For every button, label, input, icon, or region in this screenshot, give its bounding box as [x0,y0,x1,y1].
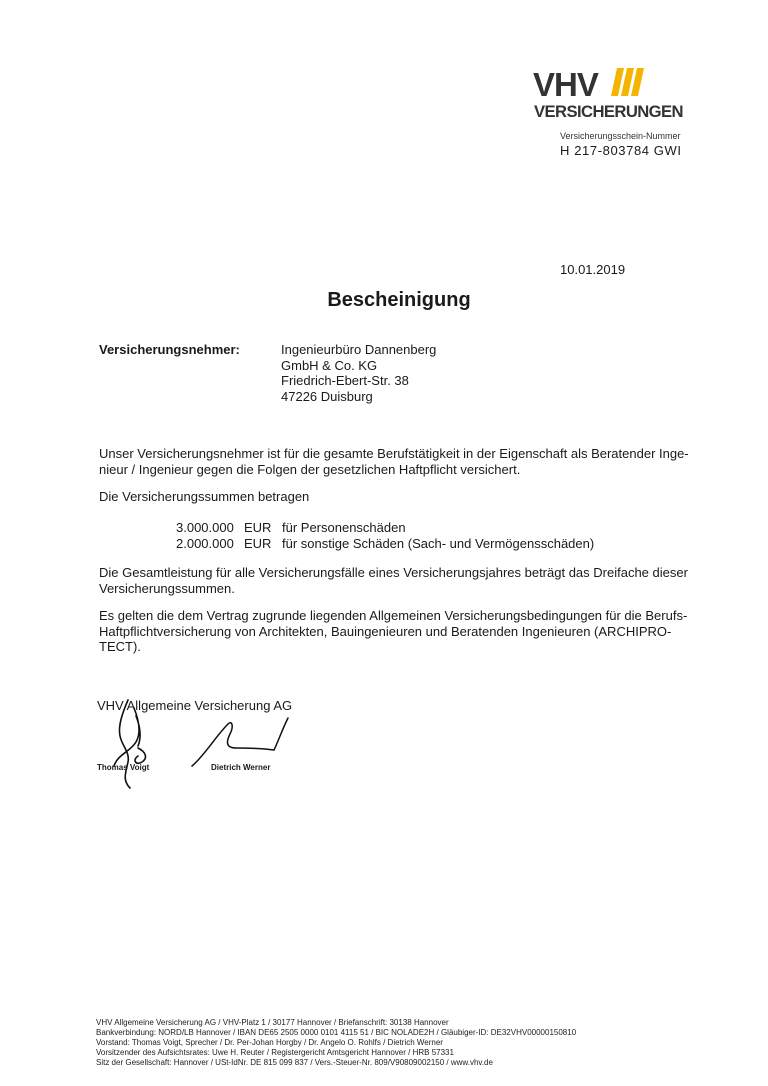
conditions-paragraph [99,608,699,655]
address-line: GmbH & Co. KG [281,357,378,373]
sum-description: für sonstige Schäden (Sach- und Vermögensschäden) [282,535,595,551]
sum-currency: EUR [244,520,272,535]
policy-number-label: Versicherungsschein-Nummer [560,131,681,141]
logo-wordmark-versicherungen: VERSICHERUNGEN [534,102,684,120]
footer-line: Vorsitzender des Aufsichtsrates: Uwe H. Reuter / Registergericht Amtsgericht Hannover / HRB 57331 [96,1048,454,1057]
policy-number: H 217-803784 GWI [560,143,682,158]
signature-dietrich-werner [190,716,290,768]
address-line: Friedrich-Ebert-Str. 38 [281,373,409,388]
text-line: Haftpflichtversicherung von Architekten, Bauingenieuren und Beratenden Ingenieuren (ARCHIPRO- [99,623,672,639]
insured-sums [176,520,594,551]
logo-wordmark-vhv: VHV [533,66,598,103]
footer-legal [96,1018,576,1068]
sum-amount: 2.000.000 [176,535,234,551]
logo-stripes [611,68,644,96]
address-line: 47226 Duisburg [281,388,373,404]
signature-thomas-voigt [108,696,160,790]
text-line: nieur / Ingenieur gegen die Folgen der gesetzlichen Haftpflicht versichert. [99,461,521,477]
vhv-logo [533,66,685,120]
sum-currency: EUR [244,535,272,551]
sums-intro: Die Versicherungssummen betragen [99,489,310,504]
text-line: Es gelten die dem Vertrag zugrunde liegenden Allgemeinen Versicherungsbedingungen für die Berufs- [99,608,688,623]
sum-row [176,520,594,536]
address-line: Ingenieurbüro Dannenberg [281,342,437,357]
coverage-paragraph [99,446,699,477]
policy-holder-address [281,342,436,404]
policy-holder-label: Versicherungsnehmer: [99,342,240,357]
document-date: 10.01.2019 [560,262,626,277]
footer-line: Bankverbindung: NORD/LB Hannover / IBAN DE65 2505 0000 0101 4115 51 / BIC NOLADE2H / Gläubiger-ID: DE32VHV00000150810 [96,1028,577,1037]
document-title: Bescheinigung [327,289,471,311]
signer-name: Thomas Voigt [97,763,150,772]
text-line: Versicherungssummen. [99,580,235,596]
text-line: TECT). [99,639,141,654]
total-benefit-paragraph [99,565,699,596]
footer-line: VHV Allgemeine Versicherung AG / VHV-Platz 1 / 30177 Hannover / Briefanschrift: 30138 Hannover [96,1018,449,1027]
text-line: Unser Versicherungsnehmer ist für die gesamte Berufstätigkeit in der Eigenschaft als Beratender Inge- [99,446,689,461]
text-line: Die Gesamtleistung für alle Versicherungsfälle eines Versicherungsjahres beträgt das Dreifache dieser [99,565,688,580]
footer-line: Vorstand: Thomas Voigt, Sprecher / Dr. Per-Johan Horgby / Dr. Angelo O. Rohlfs / Dietrich Werner [96,1038,443,1047]
signer-name: Dietrich Werner [211,763,271,772]
sum-row [176,536,594,552]
sum-description: für Personenschäden [282,520,406,535]
company-name: VHV Allgemeine Versicherung AG [97,698,293,713]
sum-amount: 3.000.000 [176,520,234,535]
footer-line: Sitz der Gesellschaft: Hannover / USt-IdNr. DE 815 099 837 / Vers.-Steuer-Nr. 809/V90809002150 / www.vhv.de [96,1058,493,1067]
